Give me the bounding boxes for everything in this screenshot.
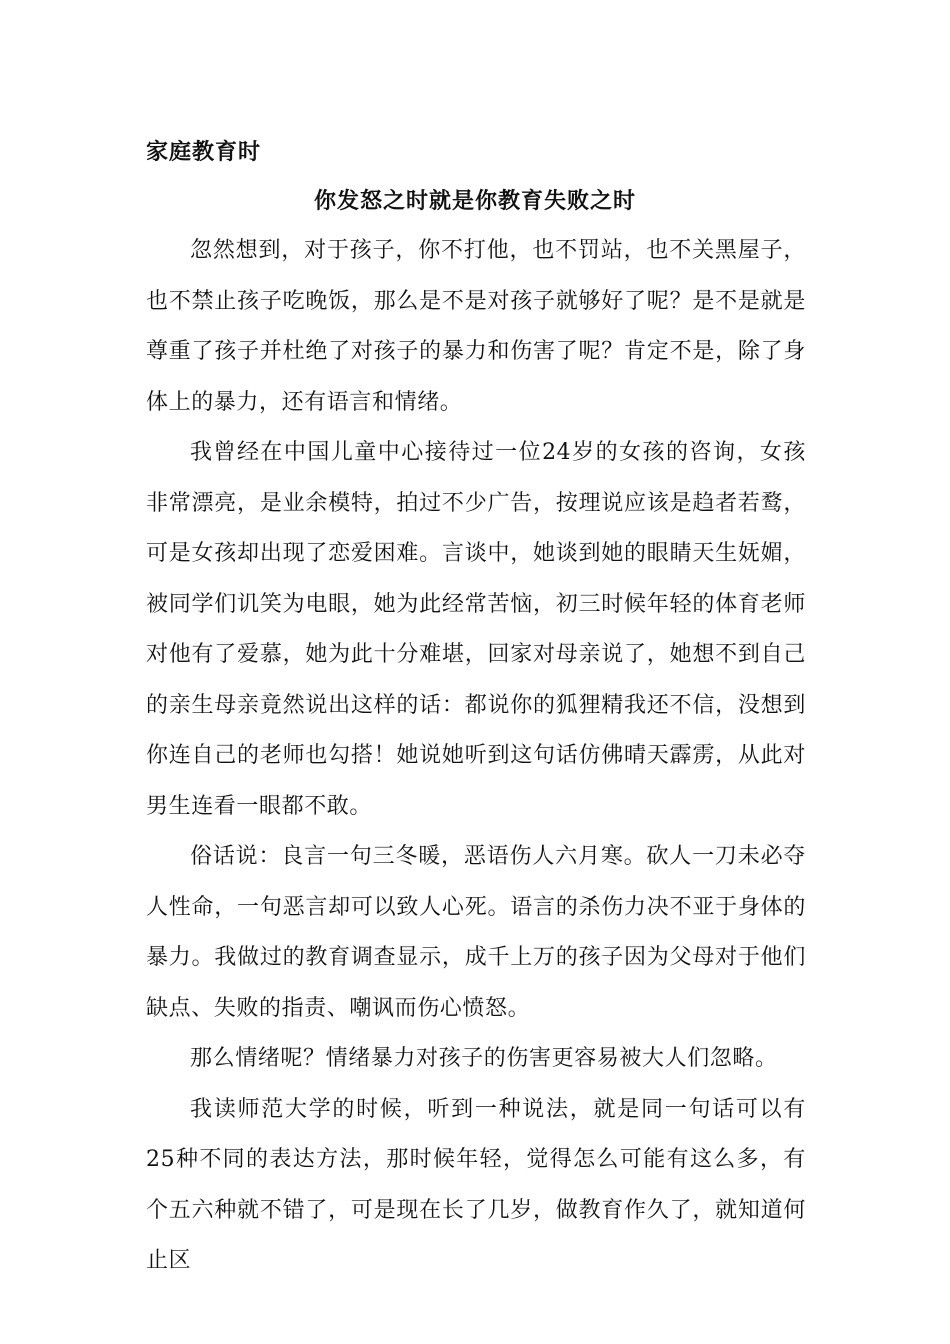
article-title: 你发怒之时就是你教育失败之时 (313, 188, 636, 214)
paragraph: 那么情绪呢？情绪暴力对孩子的伤害更容易被大人们忽略。 (190, 1046, 778, 1071)
paragraph: 俗话说：良言一句三冬暖，恶语伤人六月寒。砍人一刀未必夺人性命，一句恶言却可以致人心死。语言的杀伤力决不亚于身体的暴力。我做过的教育调查显示，成千上万的孩子因为父母对于他们缺点、失败的指责、嘲讽而伤心愤怒。 (146, 844, 806, 1021)
paragraph: 我曾经在中国儿童中心接待过一位24岁的女孩的咨询，女孩非常漂亮，是业余模特，拍过不少广告，按理说应该是趋者若鹜，可是女孩却出现了恋爱困难。言谈中，她谈到她的眼睛天生妩媚，被同学们讥笑为电眼，她为此经常苦恼，初三时候年轻的体育老师对他有了爱慕，她为此十分难堪，回家对母亲说了，她想不到自己的亲生母亲竟然说出这样的话：都说你的狐狸精我还不信，没想到你连自己的老师也勾搭！她说她听到这句话仿佛晴天霹雳，从此对男生连看一眼都不敢。 (146, 440, 806, 819)
paragraph: 我读师范大学的时候，听到一种说法，就是同一句话可以有25种不同的表达方法，那时候年轻，觉得怎么可能有这么多，有个五六种就不错了，可是现在长了几岁，做教育作久了，就知道何止区 (146, 1096, 806, 1273)
paragraph: 忽然想到，对于孩子，你不打他，也不罚站，也不关黑屋子，也不禁止孩子吃晚饭，那么是不是对孩子就够好了呢？是不是就是尊重了孩子并杜绝了对孩子的暴力和伤害了呢？肯定不是，除了身体上的暴力，还有语言和情绪。 (146, 238, 806, 415)
article-body (146, 226, 806, 1287)
document-header-title: 家庭教育时 (146, 139, 262, 165)
